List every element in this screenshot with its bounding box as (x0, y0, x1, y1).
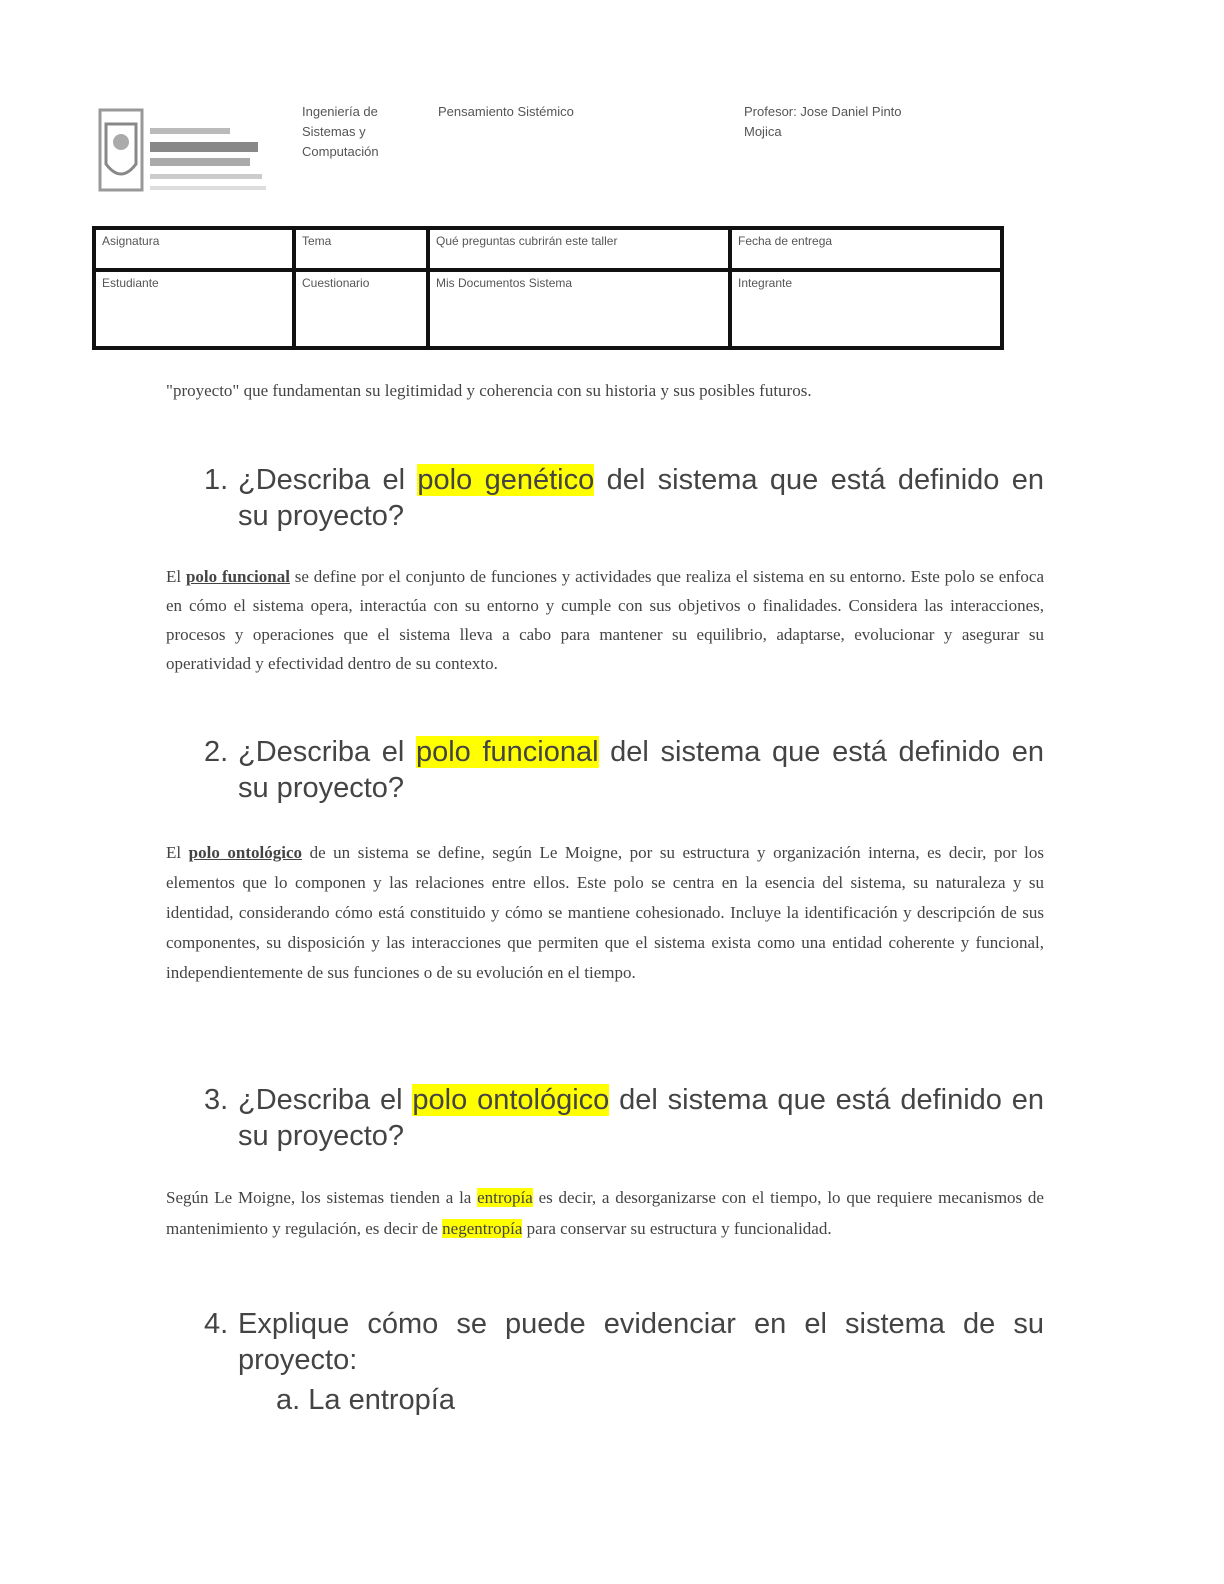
answer-2-paragraph (166, 838, 1044, 988)
highlighted-term: polo genético (417, 464, 595, 496)
question-4-subitem-a (276, 1382, 776, 1418)
table-cell: Qué preguntas cubrirán este taller (428, 228, 730, 270)
question-text: ¿Describa el (238, 1084, 413, 1116)
highlighted-term: entropía (477, 1188, 533, 1207)
table-cell: Cuestionario (294, 270, 428, 348)
question-number: 3. (204, 1084, 229, 1116)
subitem-text: La entropía (308, 1384, 455, 1416)
table-cell: Tema (294, 228, 428, 270)
paragraph-text: Según Le Moigne, los sistemas tienden a la (166, 1188, 478, 1207)
paragraph-text: de un sistema se define, según Le Moigne, por su estructura y organización interna, es decir, por los elementos que lo componen y las relaciones entre ellos. Este polo se centra en la esencia del sistema, su naturaleza y su identidad, considerando cómo está constituido y cómo se mantiene cohesionado. Incluye la identificación y descripción de sus componentes, su disposición y las interacciones que permiten que el sistema exista como una entidad coherente y funcional, independientemente de sus funciones o de su evolución en el tiempo. (166, 843, 1044, 982)
underlined-term: polo ontológico (188, 843, 303, 862)
question-4 (204, 1306, 1044, 1378)
paragraph-text: para conservar su estructura y funcionalidad. (522, 1219, 832, 1238)
question-2 (204, 734, 1044, 806)
question-text: del sistema que está definido en su proyecto? (238, 1084, 1045, 1152)
answer-3-paragraph (166, 1182, 1044, 1244)
question-text: ¿Describa el (238, 736, 416, 768)
question-text: Explique cómo se puede evidenciar en el sistema de su proyecto: (238, 1308, 1044, 1376)
paragraph-text: El (166, 567, 186, 586)
question-3 (204, 1082, 1044, 1154)
table-cell: Estudiante (94, 270, 294, 348)
answer-1-paragraph (166, 562, 1044, 678)
question-text: del sistema que está definido en su proyecto? (238, 736, 1044, 804)
header-department: Ingeniería de Sistemas y Computación (302, 104, 379, 159)
info-table (92, 226, 1004, 350)
university-logo (96, 104, 268, 202)
paragraph-text: es decir, a desorganizarse con el tiempo, lo que requiere mecanismos de mantenimiento y regulación, es decir de (166, 1188, 1044, 1238)
underlined-term: polo funcional (185, 567, 290, 586)
paragraph-text: se define por el conjunto de funciones y actividades que realiza el sistema en su entorno. Este polo se enfoca en cómo el sistema opera, interactúa con su entorno y cumple con sus objetivos o finalidades. Considera las interacciones, procesos y operaciones que el sistema lleva a cabo para mantener su equilibrio, adaptarse, evolucionar y asegurar su operatividad y efectividad dentro de su contexto. (166, 567, 1045, 673)
table-cell: Asignatura (94, 228, 294, 270)
table-cell: Integrante (730, 270, 1002, 348)
paragraph-text: El (166, 843, 189, 862)
question-number: 4. (204, 1308, 229, 1340)
highlighted-term: polo ontológico (412, 1084, 610, 1116)
table-row (94, 270, 1002, 348)
table-cell: Fecha de entrega (730, 228, 1002, 270)
table-cell: Mis Documentos Sistema (428, 270, 730, 348)
question-number: 1. (204, 464, 229, 496)
table-row (94, 228, 1002, 270)
header-professor: Profesor: Jose Daniel Pinto Mojica (744, 104, 902, 139)
question-1 (204, 462, 1044, 534)
question-text: ¿Describa el (238, 464, 418, 496)
intro-paragraph: "proyecto" que fundamentan su legitimidad y coherencia con su historia y sus posibles futuros. (166, 381, 812, 400)
header-course: Pensamiento Sistémico (438, 104, 574, 119)
question-number: 2. (204, 736, 229, 768)
question-text: del sistema que está definido en su proyecto? (238, 464, 1045, 532)
highlighted-term: polo funcional (415, 736, 599, 768)
highlighted-term: negentropía (442, 1219, 523, 1238)
subitem-letter: a. (276, 1384, 301, 1416)
